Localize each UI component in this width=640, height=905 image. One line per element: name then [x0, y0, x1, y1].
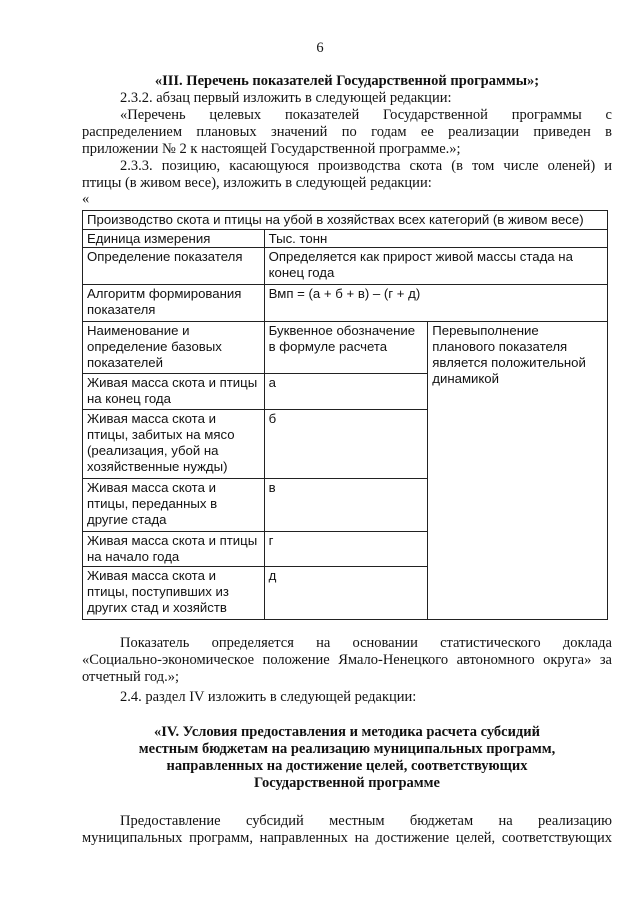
section-4-heading-line-2: местным бюджетам на реализацию муниципальных программ, [138, 741, 556, 757]
section-4-heading-line-1: «IV. Условия предоставления и методика расчета субсидий [154, 724, 540, 740]
final-line-1: Предоставление субсидий местным бюджетам на реализацию [120, 813, 612, 829]
definition-label: Определение показателя [83, 248, 265, 285]
table-row-name: Живая масса скота и птицы, забитых на мясо (реализация, убой на хозяйственные нужды) [83, 410, 265, 479]
after-table-line-2: «Социально-экономическое положение Ямало-Ненецкого автономного округа» за [82, 652, 612, 668]
table-row-letter: в [264, 479, 428, 532]
item-2-3-3-line-1: 2.3.3. позицию, касающуюся производства скота (в том числе оленей) и [120, 158, 612, 174]
dynamics-note: Перевыполнение планового показателя является положительной динамикой [428, 322, 608, 620]
table-row-name: Живая масса скота и птицы на конец года [83, 374, 265, 410]
after-table-line-1: Показатель определяется на основании статистического доклада [120, 635, 612, 651]
table-row-name: Живая масса скота и птицы, поступивших из других стад и хозяйств [83, 567, 265, 620]
table-title: Производство скота и птицы на убой в хозяйствах всех категорий (в живом весе) [83, 211, 608, 230]
section-4-heading-line-3: направленных на достижение целей, соответствующих [166, 758, 528, 774]
section-3-heading: «III. Перечень показателей Государственной программы»; [154, 73, 540, 89]
algorithm-formula: Вмп = (а + б + в) – (г + д) [264, 285, 607, 322]
quote-line-1: «Перечень целевых показателей Государственной программы с [120, 107, 612, 123]
item-2-3-3-line-2: птицы (в живом весе), изложить в следующей редакции: [82, 175, 432, 191]
section-4-heading-line-4: Государственной программе [254, 775, 440, 791]
item-2-4: 2.4. раздел IV изложить в следующей редакции: [120, 689, 417, 705]
table-row-letter: д [264, 567, 428, 620]
table-row-name: Живая масса скота и птицы на начало года [83, 532, 265, 567]
base-header-letter: Буквенное обозначение в формуле расчета [264, 322, 428, 374]
base-header-name: Наименование и определение базовых показателей [83, 322, 265, 374]
unit-label: Единица измерения [83, 230, 265, 248]
algorithm-label: Алгоритм формирования показателя [83, 285, 265, 322]
open-quote: « [82, 191, 90, 207]
definition-value: Определяется как прирост живой массы стада на конец года [264, 248, 607, 285]
item-2-3-2: 2.3.2. абзац первый изложить в следующей редакции: [120, 90, 452, 106]
table-row-letter: г [264, 532, 428, 567]
quote-line-2: распределением плановых значений по годам ее реализации приведен в [82, 124, 612, 140]
quote-line-3: приложении № 2 к настоящей Государственной программе.»; [82, 141, 461, 157]
table-row-name: Живая масса скота и птицы, переданных в другие стада [83, 479, 265, 532]
unit-value: Тыс. тонн [264, 230, 607, 248]
indicator-table [82, 210, 608, 620]
table-row-letter: б [264, 410, 428, 479]
after-table-line-3: отчетный год.»; [82, 669, 180, 685]
final-line-2: муниципальных программ, направленных на достижение целей, соответствующих [82, 830, 612, 846]
page-number: 6 [316, 40, 324, 56]
table-row-letter: а [264, 374, 428, 410]
